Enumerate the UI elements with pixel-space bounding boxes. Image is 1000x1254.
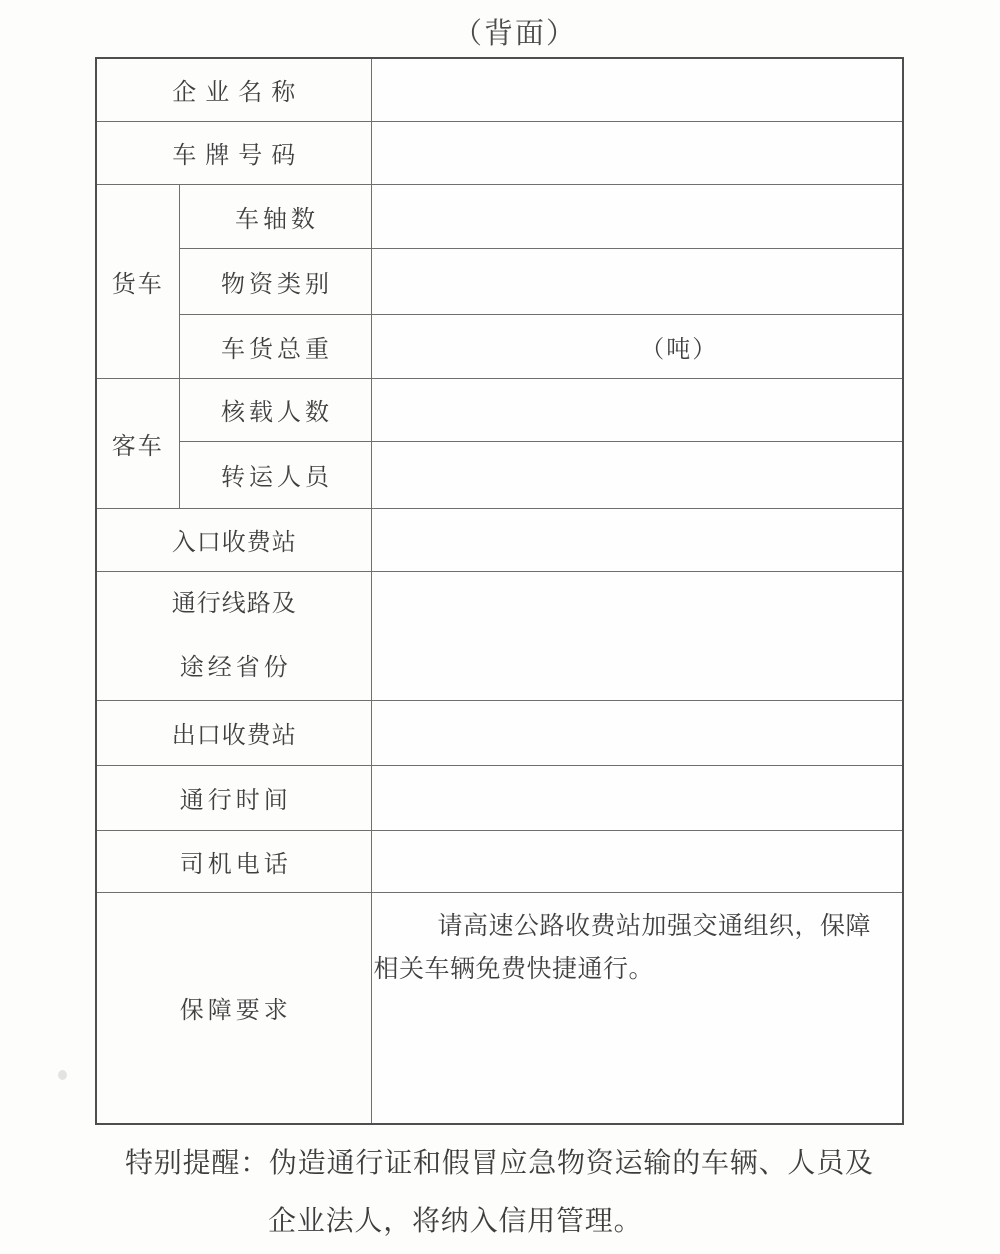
field-driver-phone	[371, 830, 903, 892]
field-support-requirements	[371, 892, 903, 1124]
page-side-title: （背面）	[452, 18, 577, 50]
label-transfer-personnel: 转运人员	[179, 441, 371, 508]
field-transit-time	[371, 765, 903, 830]
label-axle-count: 车轴数	[179, 184, 371, 248]
scan-artifact-speck	[58, 1070, 67, 1080]
field-material-category	[371, 248, 903, 314]
field-gross-weight	[371, 314, 903, 378]
label-route-line1: 通行线路及	[171, 590, 297, 617]
field-entry-toll-station	[371, 508, 903, 571]
label-route-line2: 途经省份	[179, 654, 292, 681]
special-reminder-line2: 企业法人，将纳入信用管理。	[268, 1206, 643, 1237]
label-plate-number: 车牌号码	[96, 121, 371, 184]
field-exit-toll-station	[371, 700, 903, 765]
field-axle-count	[371, 184, 903, 248]
label-driver-phone: 司机电话	[96, 830, 371, 892]
gross-weight-unit: （吨）	[640, 336, 719, 363]
field-passenger-capacity	[371, 378, 903, 441]
label-transit-time: 通行时间	[96, 765, 371, 830]
label-gross-weight: 车货总重	[179, 314, 371, 378]
label-company-name: 企业名称	[96, 58, 371, 121]
label-material-category: 物资类别	[179, 248, 371, 314]
field-route-and-provinces	[371, 571, 903, 700]
support-text-line2: 相关车辆免费快捷通行。	[373, 955, 655, 983]
special-reminder-line1: 特别提醒：伪造通行证和假冒应急物资运输的车辆、人员及	[125, 1148, 874, 1179]
label-passenger-capacity: 核载人数	[179, 378, 371, 441]
label-exit-toll-station: 出口收费站	[96, 700, 371, 765]
support-text-line1: 请高速公路收费站加强交通组织，保障	[437, 912, 872, 940]
field-plate-number	[371, 121, 903, 184]
label-entry-toll-station: 入口收费站	[96, 508, 371, 571]
group-bus: 客车	[96, 378, 179, 508]
field-transfer-personnel	[371, 441, 903, 508]
vehicle-pass-form-table	[95, 57, 904, 1125]
group-truck: 货车	[96, 184, 179, 378]
label-route-and-provinces	[96, 571, 371, 700]
field-company-name	[371, 58, 903, 121]
label-support-requirements: 保障要求	[96, 892, 371, 1124]
